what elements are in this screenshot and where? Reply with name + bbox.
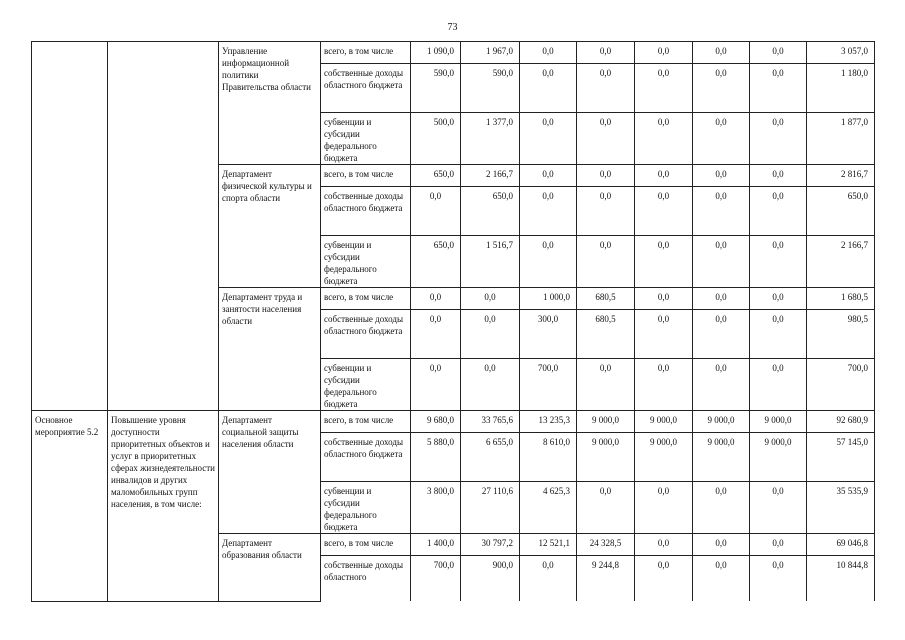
value-cell: 2 166,7 (461, 165, 520, 187)
value-cell: 0,0 (520, 236, 577, 288)
executor-cell: Департамент труда и занятости населения области (219, 288, 321, 411)
source-cell: всего, в том числе (321, 288, 411, 310)
value-cell: 0,0 (411, 288, 461, 310)
value-cell: 1 400,0 (411, 534, 461, 556)
value-cell: 0,0 (750, 113, 807, 165)
executor-cell: Департамент образования области (219, 534, 321, 602)
total-cell: 2 816,7 (807, 165, 875, 187)
executor-cell: Департамент физической культуры и спорта области (219, 165, 321, 288)
value-cell: 680,5 (577, 288, 635, 310)
value-cell: 0,0 (750, 42, 807, 64)
value-cell: 9 000,0 (693, 411, 750, 433)
source-cell: всего, в том числе (321, 534, 411, 556)
value-cell: 0,0 (693, 482, 750, 534)
source-cell: собственные доходы областного (321, 556, 411, 602)
value-cell: 650,0 (411, 165, 461, 187)
value-cell: 0,0 (520, 113, 577, 165)
value-cell: 13 235,3 (520, 411, 577, 433)
value-cell: 0,0 (693, 556, 750, 602)
value-cell: 0,0 (635, 556, 693, 602)
value-cell: 1 000,0 (520, 288, 577, 310)
source-cell: субвенции и субсидии федерального бюджета (321, 359, 411, 411)
value-cell: 3 800,0 (411, 482, 461, 534)
value-cell: 0,0 (635, 42, 693, 64)
total-cell: 69 046,8 (807, 534, 875, 556)
value-cell: 0,0 (635, 482, 693, 534)
value-cell: 680,5 (577, 310, 635, 359)
value-cell: 900,0 (461, 556, 520, 602)
executor-cell: Управление информационной политики Правительства области (219, 42, 321, 165)
value-cell: 1 967,0 (461, 42, 520, 64)
value-cell: 0,0 (750, 187, 807, 236)
source-cell: субвенции и субсидии федерального бюджета (321, 113, 411, 165)
value-cell: 0,0 (693, 288, 750, 310)
value-cell: 30 797,2 (461, 534, 520, 556)
value-cell: 1 377,0 (461, 113, 520, 165)
value-cell: 9 244,8 (577, 556, 635, 602)
source-cell: всего, в том числе (321, 411, 411, 433)
value-cell: 0,0 (411, 187, 461, 236)
table-row (32, 42, 875, 64)
value-cell: 0,0 (411, 359, 461, 411)
value-cell: 0,0 (520, 187, 577, 236)
measure-name-cell (32, 42, 108, 411)
value-cell: 8 610,0 (520, 433, 577, 482)
total-cell: 650,0 (807, 187, 875, 236)
value-cell: 0,0 (693, 165, 750, 187)
value-cell: 650,0 (461, 187, 520, 236)
value-cell: 0,0 (577, 482, 635, 534)
value-cell: 500,0 (411, 113, 461, 165)
value-cell: 9 000,0 (577, 411, 635, 433)
value-cell: 0,0 (635, 359, 693, 411)
value-cell: 0,0 (635, 64, 693, 113)
value-cell: 0,0 (750, 165, 807, 187)
value-cell: 0,0 (635, 288, 693, 310)
source-cell: субвенции и субсидии федерального бюджета (321, 236, 411, 288)
value-cell: 0,0 (635, 165, 693, 187)
value-cell: 33 765,6 (461, 411, 520, 433)
budget-table (31, 41, 875, 602)
value-cell: 9 000,0 (693, 433, 750, 482)
value-cell: 0,0 (750, 556, 807, 602)
value-cell: 0,0 (693, 64, 750, 113)
total-cell: 2 166,7 (807, 236, 875, 288)
value-cell: 0,0 (635, 534, 693, 556)
value-cell: 0,0 (577, 236, 635, 288)
total-cell: 1 877,0 (807, 113, 875, 165)
value-cell: 0,0 (750, 482, 807, 534)
measure-goal-cell: Повышение уровня доступности приоритетных объектов и услуг в приоритетных сферах жизнедеятельности инвалидов и других маломобильных групп населения, в том числе: (108, 411, 219, 602)
value-cell: 700,0 (520, 359, 577, 411)
source-cell: собственные доходы областного бюджета (321, 64, 411, 113)
total-cell: 10 844,8 (807, 556, 875, 602)
value-cell: 0,0 (577, 187, 635, 236)
value-cell: 9 000,0 (750, 411, 807, 433)
value-cell: 9 000,0 (635, 433, 693, 482)
source-cell: собственные доходы областного бюджета (321, 310, 411, 359)
value-cell: 0,0 (750, 310, 807, 359)
value-cell: 0,0 (693, 236, 750, 288)
total-cell: 35 535,9 (807, 482, 875, 534)
value-cell: 0,0 (693, 310, 750, 359)
value-cell: 0,0 (750, 288, 807, 310)
value-cell: 650,0 (411, 236, 461, 288)
total-cell: 3 057,0 (807, 42, 875, 64)
value-cell: 1 090,0 (411, 42, 461, 64)
total-cell: 57 145,0 (807, 433, 875, 482)
total-cell: 1 680,5 (807, 288, 875, 310)
source-cell: собственные доходы областного бюджета (321, 433, 411, 482)
value-cell: 0,0 (577, 113, 635, 165)
value-cell: 0,0 (693, 359, 750, 411)
value-cell: 0,0 (577, 42, 635, 64)
value-cell: 9 000,0 (635, 411, 693, 433)
value-cell: 9 000,0 (750, 433, 807, 482)
value-cell: 24 328,5 (577, 534, 635, 556)
measure-goal-cell (108, 42, 219, 411)
value-cell: 0,0 (750, 236, 807, 288)
source-cell: субвенции и субсидии федерального бюджета (321, 482, 411, 534)
value-cell: 0,0 (520, 42, 577, 64)
value-cell: 0,0 (635, 113, 693, 165)
page-number: 73 (447, 22, 458, 33)
value-cell: 0,0 (750, 64, 807, 113)
total-cell: 980,5 (807, 310, 875, 359)
value-cell: 5 880,0 (411, 433, 461, 482)
value-cell: 0,0 (461, 359, 520, 411)
value-cell: 0,0 (577, 359, 635, 411)
value-cell: 590,0 (461, 64, 520, 113)
value-cell: 0,0 (635, 236, 693, 288)
executor-cell: Департамент социальной защиты населения области (219, 411, 321, 534)
value-cell: 0,0 (520, 165, 577, 187)
value-cell: 0,0 (635, 187, 693, 236)
value-cell: 0,0 (520, 64, 577, 113)
value-cell: 0,0 (693, 187, 750, 236)
value-cell: 0,0 (577, 165, 635, 187)
value-cell: 590,0 (411, 64, 461, 113)
value-cell: 700,0 (411, 556, 461, 602)
value-cell: 300,0 (520, 310, 577, 359)
total-cell: 92 680,9 (807, 411, 875, 433)
value-cell: 4 625,3 (520, 482, 577, 534)
value-cell: 12 521,1 (520, 534, 577, 556)
value-cell: 0,0 (411, 310, 461, 359)
value-cell: 0,0 (693, 113, 750, 165)
source-cell: всего, в том числе (321, 165, 411, 187)
value-cell: 0,0 (750, 359, 807, 411)
source-cell: собственные доходы областного бюджета (321, 187, 411, 236)
source-cell: всего, в том числе (321, 42, 411, 64)
total-cell: 1 180,0 (807, 64, 875, 113)
value-cell: 9 000,0 (577, 433, 635, 482)
value-cell: 0,0 (693, 42, 750, 64)
value-cell: 0,0 (461, 310, 520, 359)
value-cell: 9 680,0 (411, 411, 461, 433)
value-cell: 0,0 (577, 64, 635, 113)
value-cell: 1 516,7 (461, 236, 520, 288)
value-cell: 0,0 (693, 534, 750, 556)
value-cell: 0,0 (461, 288, 520, 310)
total-cell: 700,0 (807, 359, 875, 411)
table-row (32, 411, 875, 433)
measure-name-cell: Основное мероприятие 5.2 (32, 411, 108, 602)
value-cell: 27 110,6 (461, 482, 520, 534)
value-cell: 6 655,0 (461, 433, 520, 482)
value-cell: 0,0 (635, 310, 693, 359)
value-cell: 0,0 (750, 534, 807, 556)
value-cell: 0,0 (520, 556, 577, 602)
